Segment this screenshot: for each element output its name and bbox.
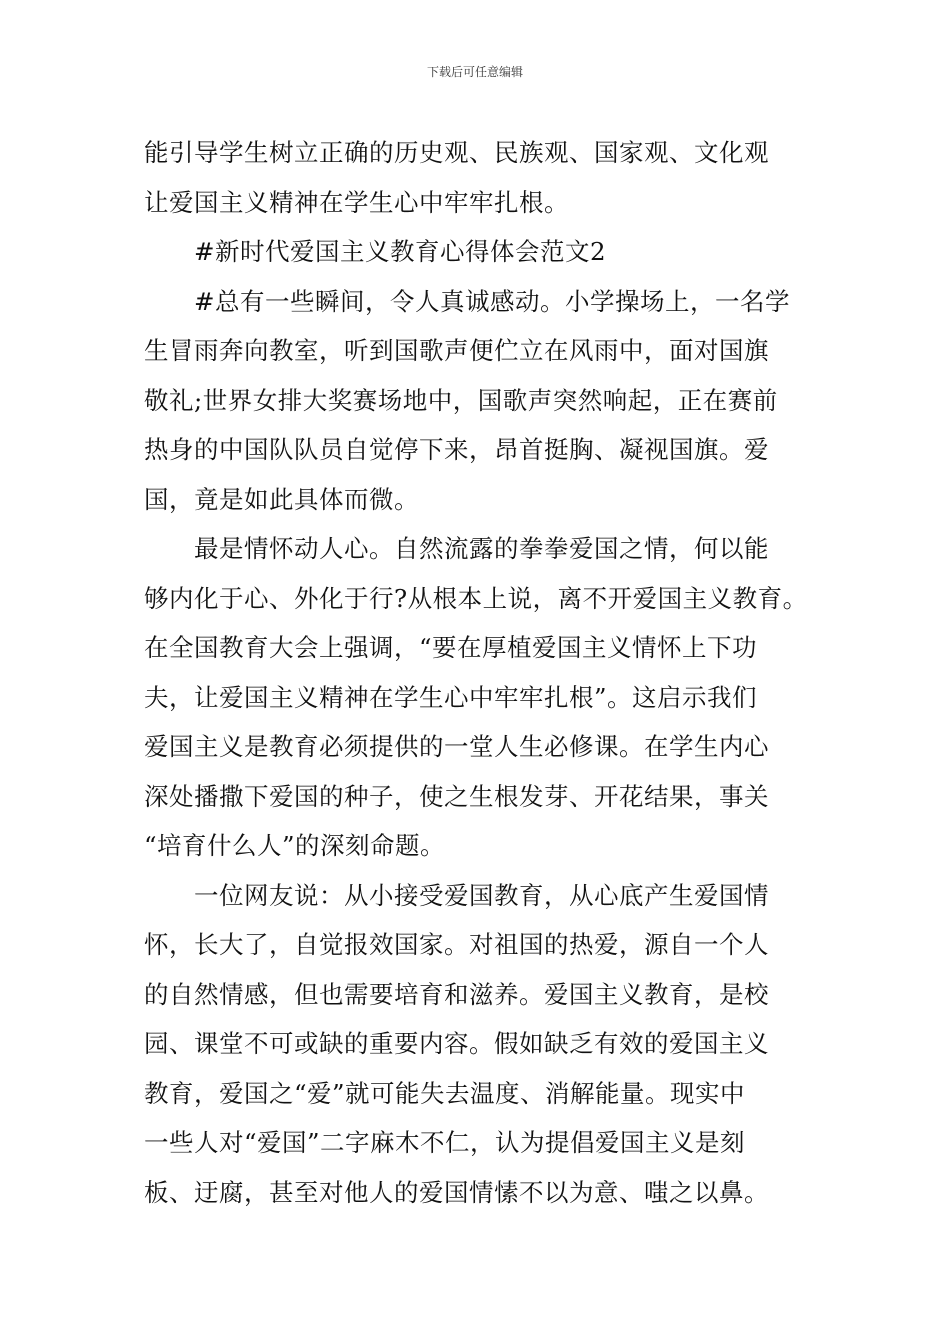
body-line: 生冒雨奔向教室，听到国歌声便伫立在风雨中，面对国旗 bbox=[144, 336, 769, 365]
body-line: 国，竟是如此具体而微。 bbox=[144, 484, 419, 514]
section-heading: #新时代爱国主义教育心得体会范文2 bbox=[194, 237, 607, 266]
body-line: 热身的中国队队员自觉停下来，昂首挺胸、凝视国旗。爱 bbox=[144, 435, 769, 464]
body-line: 园、课堂不可或缺的重要内容。假如缺乏有效的爱国主义 bbox=[144, 1029, 769, 1058]
page-header-note: 下载后可任意编辑 bbox=[426, 65, 523, 79]
body-line: 教育，爱国之“爱”就可能失去温度、消解能量。现实中 bbox=[144, 1078, 746, 1108]
document-body bbox=[144, 128, 812, 1217]
body-line: 够内化于心、外化于行?从根本上说，离不开爱国主义教育。 bbox=[144, 583, 808, 613]
body-line: 夫，让爱国主义精神在学生心中牢牢扎根”。这启示我们 bbox=[144, 682, 758, 712]
body-line: 让爱国主义精神在学生心中牢牢扎根。 bbox=[144, 187, 569, 217]
body-line: 一位网友说：从小接受爱国教育，从心底产生爱国情 bbox=[194, 880, 769, 910]
body-line: 能引导学生树立正确的历史观、民族观、国家观、文化观 bbox=[144, 138, 769, 167]
body-line: 的自然情感，但也需要培育和滋养。爱国主义教育，是校 bbox=[144, 979, 769, 1009]
body-line: 在全国教育大会上强调，“要在厚植爱国主义情怀上下功 bbox=[144, 633, 758, 662]
body-line: 爱国主义是教育必须提供的一堂人生必修课。在学生内心 bbox=[144, 732, 769, 761]
body-line: #总有一些瞬间，令人真诚感动。小学操场上，一名学 bbox=[194, 286, 791, 316]
body-line: 敬礼;世界女排大奖赛场地中，国歌声突然响起，正在赛前 bbox=[144, 385, 778, 415]
body-line: 板、迂腐，甚至对他人的爱国情愫不以为意、嗤之以鼻。 bbox=[144, 1177, 769, 1207]
body-line: “培育什么人”的深刻命题。 bbox=[144, 831, 446, 860]
body-line: 一些人对“爱国”二字麻木不仁，认为提倡爱国主义是刻 bbox=[144, 1128, 746, 1157]
body-line: 怀，长大了，自觉报效国家。对祖国的热爱，源自一个人 bbox=[144, 930, 769, 959]
body-line: 深处播撒下爱国的种子，使之生根发芽、开花结果，事关 bbox=[144, 781, 769, 811]
body-line: 最是情怀动人心。自然流露的拳拳爱国之情，何以能 bbox=[194, 534, 769, 563]
